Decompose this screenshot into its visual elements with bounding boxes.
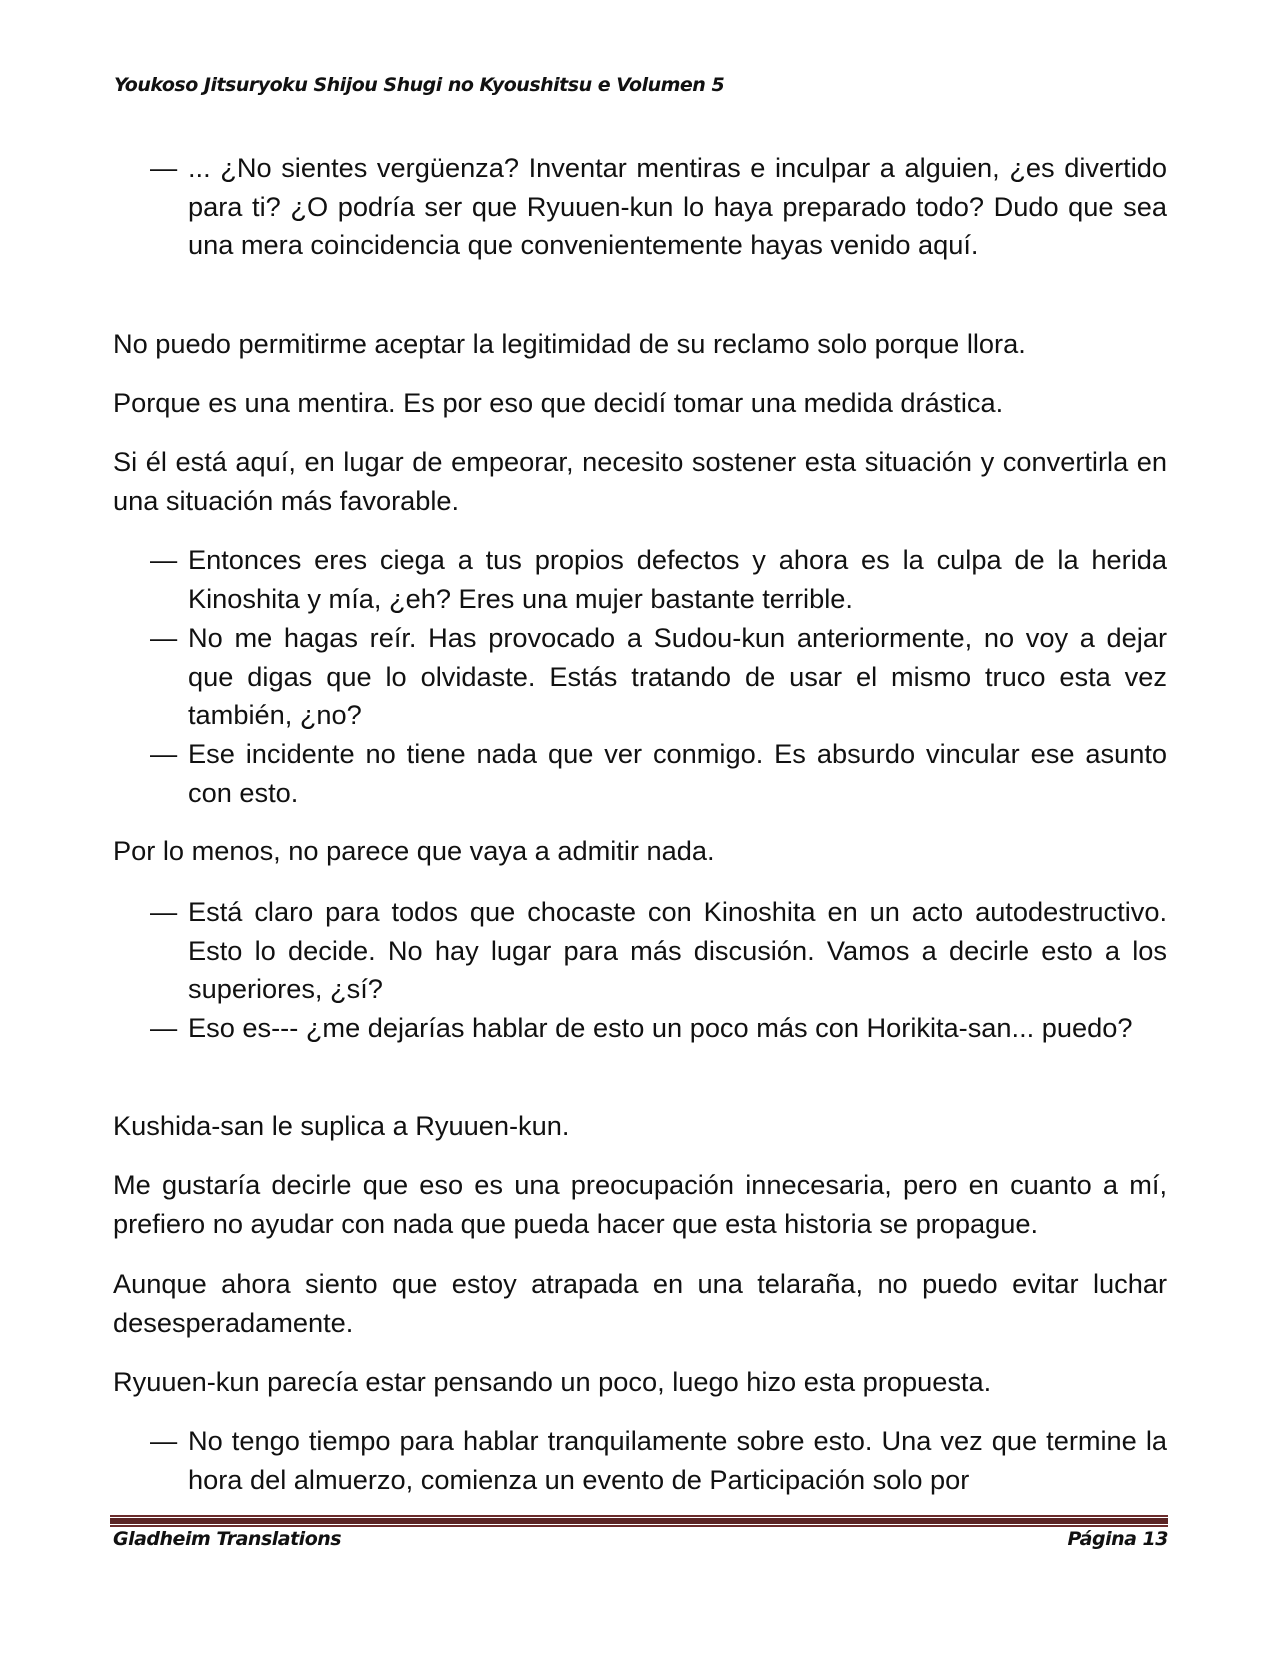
text: ... ¿No sientes vergüenza? Inventar mentiras e inculpar a alguien, ¿es divertido para ti? ¿O podría ser que Ryuuen-kun lo haya preparado todo? Dudo que sea una mera coincidencia que convenientemente hayas venido aquí. xyxy=(188,152,1167,261)
text: Kushida-san le suplica a Ryuuen-kun. xyxy=(113,1110,570,1141)
text: Ryuuen-kun parecía estar pensando un poco, luego hizo esta propuesta. xyxy=(113,1366,992,1397)
dialogue-dash: — xyxy=(150,1012,178,1043)
footer-page-number: Página 13 xyxy=(1067,1528,1168,1550)
footer-publisher: Gladheim Translations xyxy=(113,1528,342,1550)
dialogue-line xyxy=(150,1009,1167,1048)
dialogue-line xyxy=(150,541,1167,618)
text: No tengo tiempo para hablar tranquilamente sobre esto. Una vez que termine la hora del almuerzo, comienza un evento de Participación solo por xyxy=(188,1425,1167,1495)
dialogue-dash: — xyxy=(150,544,178,575)
text: Entonces eres ciega a tus propios defectos y ahora es la culpa de la herida Kinoshita y mía, ¿eh? Eres una mujer bastante terrible. xyxy=(188,544,1167,614)
text: Me gustaría decirle que eso es una preocupación innecesaria, pero en cuanto a mí, prefiero no ayudar con nada que pueda hacer que esta historia se propague. xyxy=(113,1169,1167,1239)
paragraph xyxy=(113,325,1167,364)
text: Ese incidente no tiene nada que ver conmigo. Es absurdo vincular ese asunto con esto. xyxy=(188,738,1167,808)
paragraph xyxy=(113,384,1167,423)
dialogue-line xyxy=(150,1422,1167,1499)
dialogue-dash: — xyxy=(150,896,178,927)
paragraph xyxy=(113,1363,1167,1402)
dialogue-dash: — xyxy=(150,738,178,769)
dialogue-line xyxy=(150,893,1167,1009)
dialogue-line xyxy=(150,619,1167,735)
footer-rule xyxy=(110,1525,1168,1527)
paragraph xyxy=(113,832,1167,871)
text: No me hagas reír. Has provocado a Sudou-kun anteriormente, no voy a dejar que digas que lo olvidaste. Estás tratando de usar el mismo truco esta vez también, ¿no? xyxy=(188,622,1167,731)
paragraph xyxy=(113,1166,1167,1243)
text: Está claro para todos que chocaste con Kinoshita en un acto autodestructivo. Esto lo decide. No hay lugar para más discusión. Vamos a decirle esto a los superiores, ¿sí? xyxy=(188,896,1167,1005)
dialogue-dash: — xyxy=(150,152,178,183)
running-header: Youkoso Jitsuryoku Shijou Shugi no Kyoushitsu e Volumen 5 xyxy=(114,74,725,96)
dialogue-line xyxy=(150,149,1167,265)
text: Porque es una mentira. Es por eso que decidí tomar una medida drástica. xyxy=(113,387,1004,418)
footer-rule-thick xyxy=(110,1518,1168,1524)
paragraph xyxy=(113,1265,1167,1342)
dialogue-line xyxy=(150,735,1167,812)
text: Aunque ahora siento que estoy atrapada en una telaraña, no puedo evitar luchar desesperadamente. xyxy=(113,1268,1167,1338)
paragraph xyxy=(113,1107,1167,1146)
text: Eso es--- ¿me dejarías hablar de esto un poco más con Horikita-san... puedo? xyxy=(188,1012,1133,1043)
text: No puedo permitirme aceptar la legitimidad de su reclamo solo porque llora. xyxy=(113,328,1026,359)
paragraph xyxy=(113,443,1167,520)
footer-rule xyxy=(110,1515,1168,1517)
dialogue-dash: — xyxy=(150,622,178,653)
dialogue-dash: — xyxy=(150,1425,178,1456)
text: Por lo menos, no parece que vaya a admitir nada. xyxy=(113,835,715,866)
text: Si él está aquí, en lugar de empeorar, necesito sostener esta situación y convertirla en una situación más favorable. xyxy=(113,446,1167,516)
